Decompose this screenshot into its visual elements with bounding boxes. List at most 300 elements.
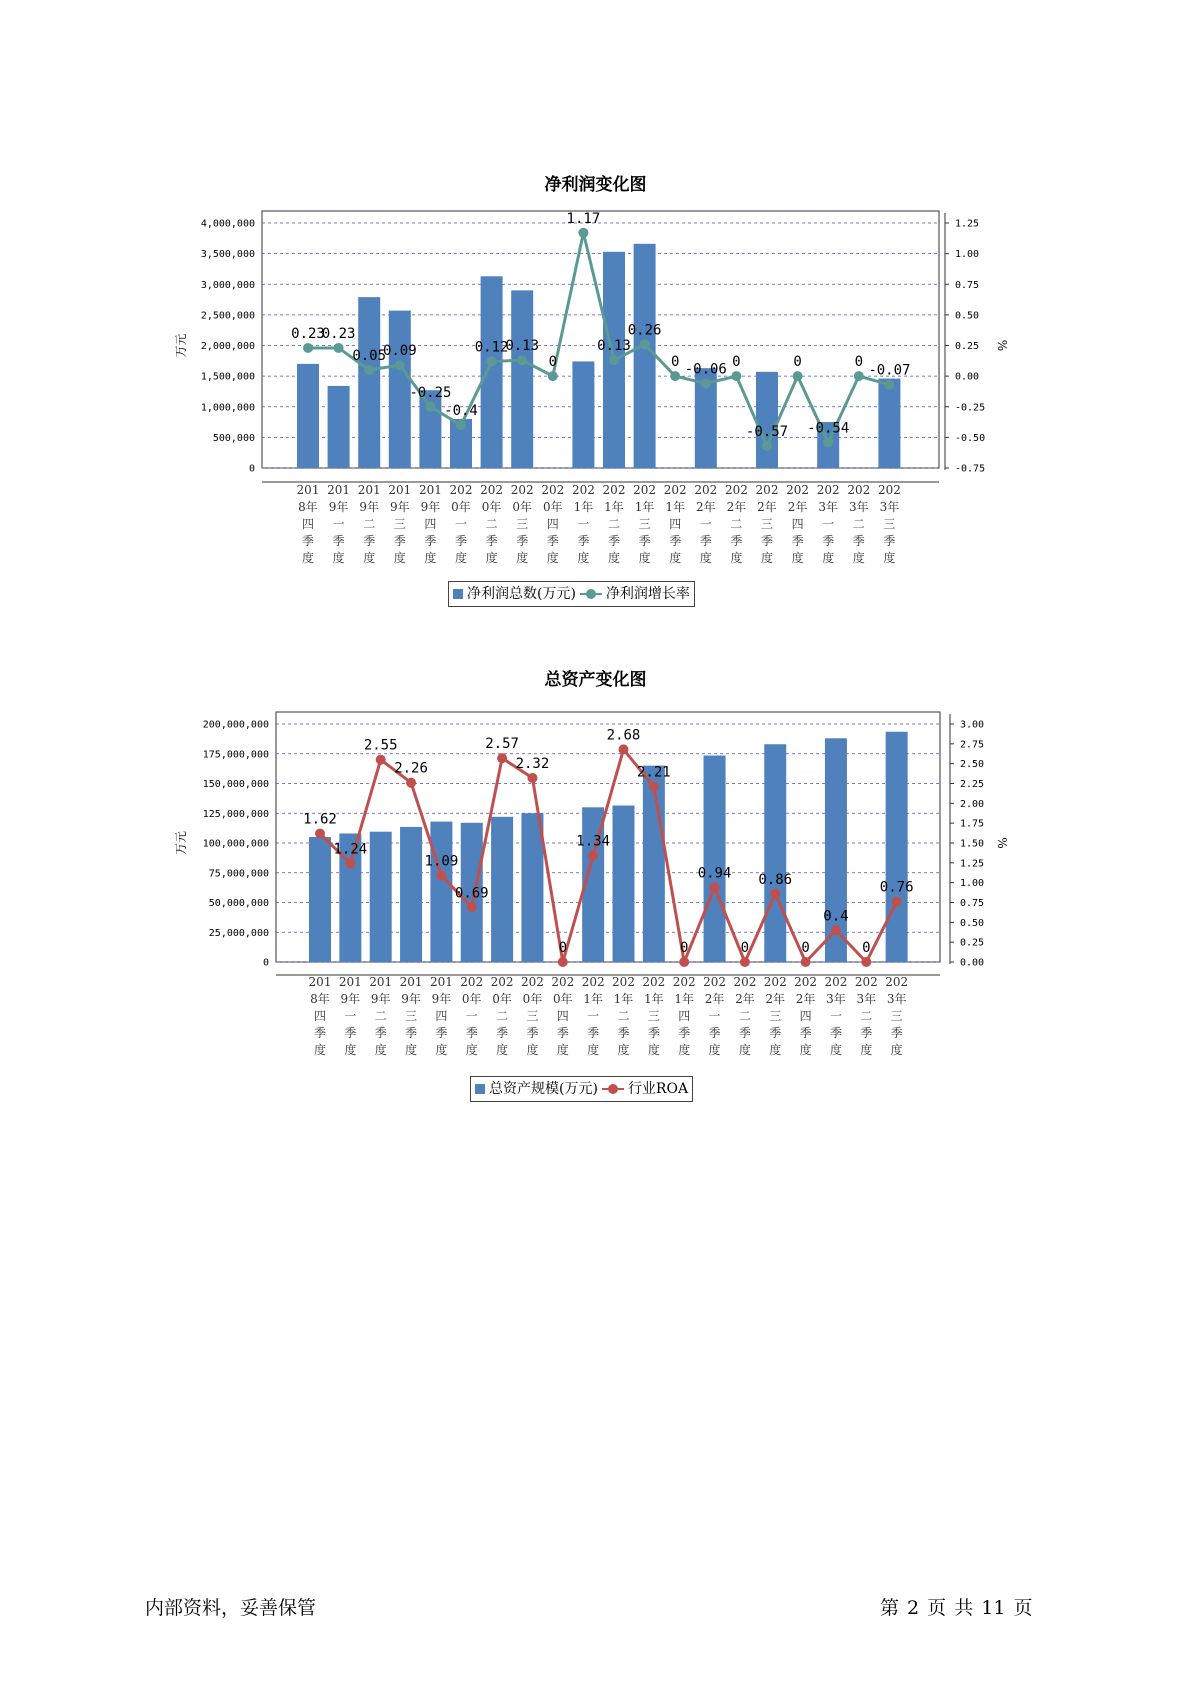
bar: [370, 832, 392, 962]
x-tick-label: 度: [556, 1043, 569, 1057]
x-tick-label: 3年: [886, 992, 907, 1006]
data-label: 0: [679, 940, 689, 956]
x-tick-label: 0年: [461, 992, 482, 1006]
bar: [491, 817, 513, 962]
x-tick-label: 202: [724, 483, 748, 497]
data-label: 0: [801, 940, 810, 956]
x-tick-label: 201: [388, 483, 412, 497]
y-right-tick-label: 1.75: [960, 818, 985, 830]
x-tick-label: 度: [546, 551, 559, 565]
x-tick-label: 四: [313, 1009, 327, 1023]
line-point: [548, 371, 558, 381]
x-tick-label: 0年: [492, 992, 512, 1006]
data-label: 0.76: [879, 879, 914, 896]
data-label: 2.68: [606, 727, 641, 744]
y-left-tick-label: 0: [262, 957, 269, 969]
y-right-tick-label: 3.00: [960, 719, 985, 731]
x-tick-label: 季: [587, 1026, 600, 1040]
x-tick-label: 季: [638, 534, 651, 548]
x-tick-label: 度: [587, 1043, 600, 1057]
x-tick-label: 202: [755, 483, 779, 497]
y-left-tick-label: 1,000,000: [200, 402, 255, 414]
x-tick-label: 季: [393, 534, 406, 548]
x-tick-label: 202: [663, 483, 687, 497]
line-point: [578, 228, 588, 238]
x-tick-label: 1年: [674, 992, 695, 1006]
x-tick-label: 季: [556, 1026, 569, 1040]
data-label: 0: [548, 354, 558, 371]
data-label: 2.32: [515, 755, 550, 772]
bar: [400, 827, 422, 962]
y-left-tick-label: 3,000,000: [200, 279, 255, 291]
x-tick-label: 202: [763, 975, 787, 989]
x-tick-label: 201: [327, 483, 351, 497]
x-tick-label: 202: [733, 975, 757, 989]
x-tick-label: 度: [424, 551, 437, 565]
line-point: [831, 925, 841, 935]
y-right-tick-label: 0.75: [955, 279, 980, 291]
x-tick-label: 1年: [665, 500, 686, 514]
x-tick-label: 3年: [848, 500, 869, 514]
x-tick-label: 季: [791, 534, 804, 548]
x-tick-label: 一: [708, 1009, 721, 1023]
x-tick-label: 度: [678, 1043, 691, 1057]
line-point: [517, 355, 527, 365]
line-point: [640, 339, 650, 349]
x-tick-label: 二: [738, 1009, 751, 1023]
x-tick-label: 季: [526, 1026, 539, 1040]
bar: [297, 364, 319, 468]
line-point: [740, 957, 750, 967]
x-tick-label: 202: [786, 483, 810, 497]
x-tick-label: 季: [577, 534, 590, 548]
x-tick-label: 202: [571, 483, 595, 497]
y-left-axis-title: 万元: [174, 830, 188, 856]
x-tick-label: 度: [669, 551, 682, 565]
y-right-tick-label: 2.00: [960, 798, 985, 810]
x-tick-label: 度: [760, 551, 774, 565]
line-point: [731, 371, 741, 381]
x-tick-label: 四: [435, 1009, 448, 1023]
x-tick-label: 二: [852, 517, 865, 531]
data-label: -0.57: [745, 423, 789, 440]
y-right-tick-label: 1.25: [955, 218, 980, 230]
y-left-tick-label: 2,500,000: [200, 310, 255, 322]
bar: [358, 297, 380, 468]
x-tick-label: 季: [607, 534, 621, 548]
data-label: 0.86: [758, 871, 793, 888]
line-swatch-icon: [602, 1084, 624, 1094]
x-tick-label: 四: [301, 517, 315, 531]
bar: [389, 311, 411, 468]
x-tick-label: 度: [822, 551, 835, 565]
y-right-tick-label: 1.00: [955, 249, 980, 261]
data-label: 0: [793, 354, 802, 371]
x-tick-label: 2年: [695, 500, 716, 514]
x-tick-label: 度: [799, 1043, 812, 1057]
x-tick-label: 四: [546, 517, 559, 531]
x-tick-label: 2年: [787, 500, 808, 514]
x-tick-label: 四: [799, 1009, 812, 1023]
x-tick-label: 度: [638, 551, 651, 565]
data-label: -0.06: [684, 361, 727, 378]
x-tick-label: 一: [822, 517, 835, 531]
x-tick-label: 度: [890, 1043, 903, 1057]
x-tick-label: 季: [617, 1026, 630, 1040]
x-tick-label: 三: [769, 1009, 782, 1023]
x-tick-label: 三: [638, 517, 651, 531]
y-left-tick-label: 200,000,000: [202, 719, 269, 731]
data-label: 0: [670, 354, 680, 371]
data-label: 2.21: [636, 764, 671, 781]
x-tick-label: 季: [435, 1026, 448, 1040]
x-tick-label: 季: [454, 534, 468, 548]
data-label: 0.23: [321, 325, 356, 342]
total-assets-chart: [0, 690, 1191, 1110]
x-tick-label: 四: [791, 517, 804, 531]
x-tick-label: 季: [860, 1026, 873, 1040]
line-point: [892, 897, 902, 907]
x-tick-label: 度: [607, 551, 621, 565]
y-right-tick-label: 1.25: [960, 858, 985, 870]
chart2-title: 总资产变化图: [544, 670, 647, 690]
line-point: [770, 889, 780, 899]
line-point: [701, 378, 711, 388]
y-right-tick-label: -0.50: [955, 432, 986, 444]
x-tick-label: 202: [885, 975, 909, 989]
x-tick-label: 季: [485, 534, 498, 548]
x-tick-label: 201: [369, 975, 393, 989]
data-label: 0.4: [823, 908, 849, 925]
data-label: -0.07: [868, 362, 911, 379]
x-tick-label: 二: [363, 517, 376, 531]
x-tick-label: 202: [694, 483, 718, 497]
y-left-tick-label: 500,000: [212, 432, 255, 444]
y-left-axis-title: 万元: [174, 333, 188, 358]
x-tick-label: 季: [822, 534, 835, 548]
y-right-tick-label: -0.75: [955, 463, 986, 475]
line-point: [793, 371, 803, 381]
x-tick-label: 度: [516, 551, 529, 565]
data-label: 0: [862, 940, 871, 956]
x-tick-label: 9年: [401, 992, 421, 1006]
line-point: [861, 957, 871, 967]
x-tick-label: 度: [699, 551, 712, 565]
x-tick-label: 季: [301, 534, 315, 548]
y-right-tick-label: 0.25: [955, 341, 980, 352]
x-tick-label: 度: [485, 551, 498, 565]
line-point: [588, 851, 598, 861]
data-label: 1.24: [333, 841, 368, 858]
data-label: -0.54: [807, 420, 850, 437]
x-tick-label: 四: [556, 1009, 569, 1023]
data-label: 0.26: [627, 322, 662, 339]
x-tick-label: 2年: [704, 992, 725, 1006]
y-left-tick-label: 25,000,000: [208, 927, 269, 939]
bar: [572, 361, 594, 468]
x-tick-label: 二: [617, 1009, 630, 1023]
x-tick-label: 202: [460, 975, 484, 989]
data-label: 0.13: [505, 338, 540, 355]
x-tick-label: 三: [647, 1009, 660, 1023]
data-label: 2.55: [363, 737, 398, 754]
data-label: 0.05: [352, 348, 387, 364]
x-tick-label: 度: [738, 1043, 751, 1057]
line-point: [558, 957, 568, 967]
x-tick-label: 一: [344, 1009, 357, 1023]
data-label: 0.12: [474, 339, 509, 356]
data-label: 1.62: [303, 811, 337, 828]
data-label: 0.94: [697, 865, 732, 882]
x-tick-label: 9年: [431, 992, 452, 1006]
x-tick-label: 三: [760, 517, 774, 531]
x-tick-label: 201: [296, 483, 320, 497]
x-tick-label: 9年: [340, 992, 361, 1006]
x-tick-label: 度: [465, 1043, 478, 1057]
y-right-tick-label: 1.50: [960, 838, 985, 850]
y-right-tick-label: -0.25: [955, 402, 986, 414]
line-point: [649, 782, 659, 792]
x-tick-label: 一: [587, 1009, 600, 1023]
bar: [328, 386, 350, 468]
x-tick-label: 202: [642, 975, 666, 989]
y-left-tick-label: 4,000,000: [200, 218, 255, 230]
x-tick-label: 度: [393, 551, 406, 565]
x-tick-label: 四: [678, 1009, 691, 1023]
x-tick-label: 3年: [826, 992, 846, 1006]
x-tick-label: 度: [769, 1043, 782, 1057]
line-point: [395, 360, 405, 370]
y-left-tick-label: 100,000,000: [202, 838, 269, 850]
x-tick-label: 1年: [573, 500, 594, 514]
bar: [886, 732, 908, 962]
y-right-tick-label: 0.00: [955, 371, 980, 383]
x-tick-label: 202: [703, 975, 727, 989]
x-tick-label: 季: [424, 534, 437, 548]
bar: [764, 744, 786, 962]
y-left-tick-label: 2,000,000: [200, 341, 255, 352]
x-tick-label: 一: [577, 517, 590, 531]
y-right-tick-label: 0.50: [955, 310, 980, 322]
x-tick-label: 202: [541, 483, 565, 497]
data-label: 0.13: [597, 338, 631, 355]
x-tick-label: 三: [890, 1009, 903, 1023]
data-label: -0.25: [409, 384, 452, 401]
x-tick-label: 0年: [481, 500, 502, 514]
x-tick-label: 度: [435, 1043, 448, 1057]
x-tick-label: 1年: [613, 992, 634, 1006]
x-tick-label: 8年: [310, 992, 330, 1006]
legend-line-label: 净利润增长率: [605, 586, 690, 602]
footer-confidential-note: 内部资料，妥善保管: [145, 1597, 317, 1619]
x-tick-label: 季: [699, 534, 712, 548]
y-right-axis-title: %: [995, 837, 1009, 849]
x-tick-label: 季: [496, 1026, 509, 1040]
x-tick-label: 9年: [328, 500, 349, 514]
x-tick-label: 季: [405, 1026, 418, 1040]
x-tick-label: 季: [546, 534, 559, 548]
x-tick-label: 季: [313, 1026, 327, 1040]
x-tick-label: 3年: [856, 992, 877, 1006]
x-tick-label: 四: [669, 517, 682, 531]
x-tick-label: 季: [465, 1026, 478, 1040]
bar: [704, 756, 726, 962]
data-label: 0.69: [454, 885, 489, 902]
line-point: [801, 957, 811, 967]
line-point: [527, 773, 537, 783]
line-point: [854, 371, 864, 381]
x-tick-label: 度: [313, 1043, 327, 1057]
x-tick-label: 度: [852, 551, 865, 565]
bar-swatch-icon: [453, 589, 463, 599]
x-tick-label: 度: [883, 551, 896, 565]
x-tick-label: 四: [424, 517, 437, 531]
footer-page-number: 第 2 页 共 11 页: [880, 1597, 1033, 1619]
x-tick-label: 度: [860, 1043, 873, 1057]
x-tick-label: 202: [794, 975, 818, 989]
x-tick-label: 二: [485, 517, 498, 531]
line-point: [406, 778, 416, 788]
legend-bar-label: 净利润总数(万元): [467, 586, 576, 602]
data-label: 0: [854, 354, 864, 371]
x-tick-label: 季: [852, 534, 865, 548]
x-tick-label: 201: [308, 975, 332, 989]
x-tick-label: 202: [824, 975, 848, 989]
x-tick-label: 度: [617, 1043, 630, 1057]
x-tick-label: 202: [612, 975, 635, 989]
x-tick-label: 二: [730, 517, 743, 531]
x-tick-label: 202: [877, 483, 901, 497]
x-tick-label: 8年: [298, 500, 318, 514]
line-point: [425, 402, 435, 412]
x-tick-label: 二: [374, 1009, 387, 1023]
x-tick-label: 季: [332, 534, 345, 548]
bar: [756, 372, 778, 468]
x-tick-label: 202: [602, 483, 626, 497]
x-tick-label: 度: [332, 551, 345, 565]
x-tick-label: 二: [607, 517, 621, 531]
x-tick-label: 9年: [370, 992, 391, 1006]
x-tick-label: 一: [465, 1009, 478, 1023]
x-tick-label: 度: [454, 551, 468, 565]
y-left-tick-label: 50,000,000: [208, 898, 269, 909]
x-tick-label: 季: [738, 1026, 751, 1040]
x-tick-label: 3年: [879, 500, 900, 514]
x-tick-label: 201: [418, 483, 442, 497]
x-tick-label: 2年: [795, 992, 816, 1006]
x-tick-label: 季: [883, 534, 896, 548]
chart1-title: 净利润变化图: [544, 175, 647, 195]
x-tick-label: 度: [363, 551, 376, 565]
x-tick-label: 季: [669, 534, 682, 548]
line-point: [762, 441, 772, 451]
y-left-tick-label: 0: [248, 463, 255, 475]
x-tick-label: 202: [847, 483, 871, 497]
x-tick-label: 三: [526, 1009, 539, 1023]
x-tick-label: 202: [449, 483, 473, 497]
x-tick-label: 季: [363, 534, 376, 548]
x-tick-label: 0年: [451, 500, 471, 514]
x-tick-label: 202: [854, 975, 878, 989]
legend-line-label: 行业ROA: [627, 1081, 689, 1097]
x-tick-label: 三: [516, 517, 529, 531]
x-tick-label: 度: [829, 1043, 842, 1057]
x-tick-label: 2年: [735, 992, 755, 1006]
x-tick-label: 9年: [389, 500, 410, 514]
x-tick-label: 0年: [522, 992, 543, 1006]
bar: [481, 276, 503, 468]
data-label: 2.57: [485, 736, 519, 753]
line-point: [376, 755, 386, 765]
x-tick-label: 9年: [420, 500, 441, 514]
line-point: [303, 343, 313, 353]
line-point: [456, 420, 466, 430]
x-tick-label: 季: [890, 1026, 903, 1040]
x-tick-label: 202: [816, 483, 840, 497]
x-tick-label: 201: [338, 975, 362, 989]
line-point: [345, 859, 355, 869]
x-tick-label: 202: [490, 975, 514, 989]
y-right-tick-label: 2.75: [960, 739, 985, 751]
data-label: 2.26: [394, 760, 428, 777]
x-tick-label: 季: [374, 1026, 387, 1040]
y-right-tick-label: 2.25: [960, 779, 985, 790]
x-tick-label: 2年: [765, 992, 786, 1006]
chart2-legend: [470, 1076, 693, 1102]
line-point: [334, 343, 344, 353]
bar: [613, 806, 635, 962]
x-tick-label: 9年: [359, 500, 380, 514]
bar: [309, 837, 331, 962]
x-tick-label: 一: [454, 517, 468, 531]
x-tick-label: 1年: [644, 992, 664, 1006]
x-tick-label: 201: [399, 975, 423, 989]
x-tick-label: 度: [708, 1043, 721, 1057]
x-tick-label: 度: [730, 551, 743, 565]
x-tick-label: 2年: [726, 500, 747, 514]
x-tick-label: 季: [760, 534, 774, 548]
x-tick-label: 202: [480, 483, 504, 497]
x-tick-label: 202: [672, 975, 696, 989]
x-tick-label: 201: [357, 483, 381, 497]
line-point: [609, 355, 619, 365]
x-tick-label: 202: [633, 483, 657, 497]
x-tick-label: 度: [647, 1043, 660, 1057]
line-point: [679, 957, 689, 967]
x-tick-label: 度: [496, 1043, 509, 1057]
bar: [511, 290, 533, 468]
data-label: 0.23: [291, 325, 325, 342]
x-tick-label: 三: [405, 1009, 418, 1023]
data-label: 1.09: [424, 853, 459, 870]
y-left-tick-label: 125,000,000: [202, 808, 269, 820]
data-label: 0: [558, 940, 568, 956]
data-label: 0.09: [382, 343, 417, 360]
data-label: 1.17: [566, 210, 601, 227]
data-label: -0.4: [444, 403, 478, 420]
data-label: 0: [732, 354, 741, 371]
x-tick-label: 季: [516, 534, 529, 548]
y-right-tick-label: 0.00: [960, 957, 985, 969]
x-tick-label: 一: [332, 517, 345, 531]
x-tick-label: 度: [301, 551, 315, 565]
x-tick-label: 三: [883, 517, 896, 531]
x-tick-label: 202: [510, 483, 534, 497]
y-left-tick-label: 3,500,000: [200, 249, 255, 261]
x-tick-label: 季: [730, 534, 743, 548]
x-tick-label: 0年: [542, 500, 563, 514]
x-tick-label: 一: [829, 1009, 842, 1023]
